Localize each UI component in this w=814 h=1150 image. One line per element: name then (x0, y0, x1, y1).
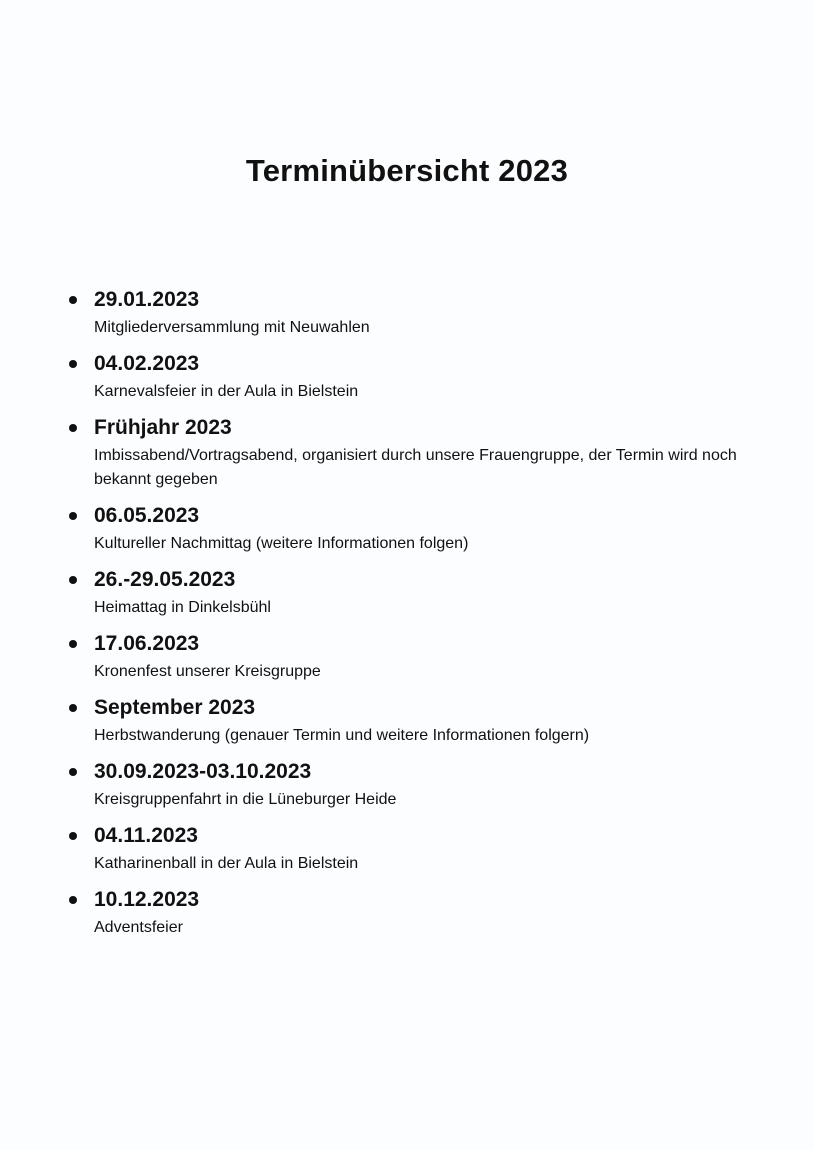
bullet-icon (69, 360, 77, 368)
bullet-icon (69, 512, 77, 520)
event-description: Katharinenball in der Aula in Bielstein (94, 855, 359, 872)
list-item (68, 349, 768, 404)
event-date: Frühjahr 2023 (94, 416, 232, 439)
event-description: Heimattag in Dinkelsbühl (94, 599, 271, 616)
event-description: Karnevalsfeier in der Aula in Bielstein (94, 383, 359, 400)
event-description: Mitgliederversammlung mit Neuwahlen (94, 319, 370, 336)
event-date: 30.09.2023-03.10.2023 (94, 760, 312, 783)
event-description: Kultureller Nachmittag (weitere Informationen folgen) (94, 535, 469, 552)
event-description: Kronenfest unserer Kreisgruppe (94, 663, 321, 680)
event-description: Imbissabend/Vortragsabend, organisiert durch unsere Frauengruppe, der Termin wird noch bekannt gegeben (94, 447, 737, 488)
list-item (68, 885, 768, 940)
list-item (68, 285, 768, 340)
event-date: 04.02.2023 (94, 352, 200, 375)
event-list (68, 285, 768, 949)
bullet-icon (69, 576, 77, 584)
list-item (68, 501, 768, 556)
list-item (68, 629, 768, 684)
event-description: Adventsfeier (94, 919, 183, 936)
list-item (68, 821, 768, 876)
event-description: Herbstwanderung (genauer Termin und weitere Informationen folgern) (94, 727, 590, 744)
event-date: 06.05.2023 (94, 504, 200, 527)
event-date: 04.11.2023 (94, 824, 198, 847)
list-item (68, 413, 768, 492)
list-item (68, 693, 768, 748)
event-date: September 2023 (94, 696, 256, 719)
event-date: 10.12.2023 (94, 888, 200, 911)
page-title: Terminübersicht 2023 (245, 153, 569, 188)
bullet-icon (69, 640, 77, 648)
list-item (68, 757, 768, 812)
bullet-icon (69, 296, 77, 304)
bullet-icon (69, 768, 77, 776)
event-date: 17.06.2023 (94, 632, 200, 655)
bullet-icon (69, 424, 77, 432)
event-date: 29.01.2023 (94, 288, 200, 311)
bullet-icon (69, 896, 77, 904)
bullet-icon (69, 832, 77, 840)
event-date: 26.-29.05.2023 (94, 568, 236, 591)
event-description: Kreisgruppenfahrt in die Lüneburger Heide (94, 791, 397, 808)
list-item (68, 565, 768, 620)
bullet-icon (69, 704, 77, 712)
